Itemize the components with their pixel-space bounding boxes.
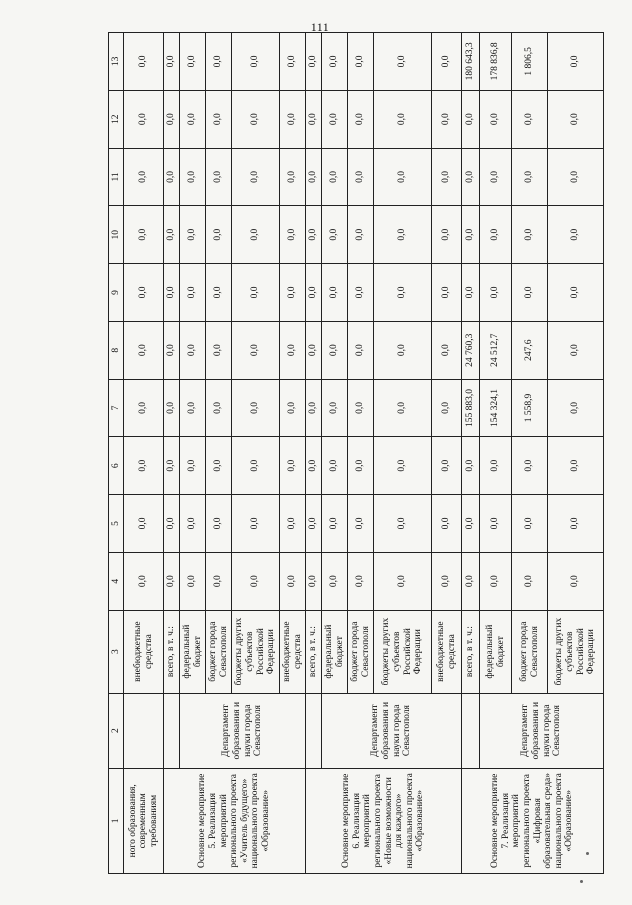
header-cell: 12 — [109, 90, 124, 148]
value-cell: 0,0 — [180, 495, 206, 553]
value-cell: 0,0 — [306, 90, 322, 148]
value-cell: 0,0 — [348, 206, 374, 264]
value-cell: 0,0 — [206, 495, 232, 553]
scan-speck — [580, 880, 583, 883]
value-cell: 0,0 — [124, 437, 164, 495]
table-row — [124, 33, 164, 874]
value-cell: 0,0 — [280, 495, 306, 553]
value-cell: 155 883,0 — [462, 379, 480, 437]
table-row — [306, 33, 322, 874]
value-cell: 0,0 — [548, 495, 604, 553]
value-cell: 0,0 — [374, 33, 432, 91]
value-cell: 0,0 — [512, 148, 548, 206]
value-cell: 0,0 — [348, 437, 374, 495]
source-cell: внебюджетные средства — [124, 610, 164, 693]
header-cell: 13 — [109, 33, 124, 91]
value-cell: 0,0 — [280, 33, 306, 91]
value-cell: 0,0 — [462, 552, 480, 610]
value-cell: 0,0 — [280, 264, 306, 322]
value-cell: 0,0 — [432, 379, 462, 437]
value-cell: 154 324,1 — [480, 379, 512, 437]
value-cell: 0,0 — [480, 264, 512, 322]
value-cell: 0,0 — [462, 264, 480, 322]
value-cell: 0,0 — [548, 437, 604, 495]
value-cell: 0,0 — [432, 495, 462, 553]
value-cell: 0,0 — [512, 90, 548, 148]
value-cell: 0,0 — [322, 437, 348, 495]
department-cell — [124, 693, 164, 768]
value-cell: 0,0 — [322, 90, 348, 148]
value-cell: 0,0 — [374, 379, 432, 437]
header-cell: 1 — [109, 768, 124, 873]
value-cell: 0,0 — [280, 90, 306, 148]
value-cell: 0,0 — [480, 90, 512, 148]
page-number: 111 — [310, 20, 330, 34]
value-cell: 0,0 — [124, 90, 164, 148]
source-cell: бюджет города Севастополя — [512, 610, 548, 693]
value-cell: 0,0 — [232, 321, 280, 379]
value-cell: 0,0 — [124, 552, 164, 610]
value-cell: 0,0 — [374, 552, 432, 610]
value-cell: 0,0 — [306, 321, 322, 379]
value-cell: 0,0 — [306, 33, 322, 91]
value-cell: 0,0 — [322, 321, 348, 379]
value-cell: 0,0 — [306, 437, 322, 495]
header-cell: 10 — [109, 206, 124, 264]
value-cell: 0,0 — [462, 148, 480, 206]
value-cell: 0,0 — [548, 379, 604, 437]
value-cell: 0,0 — [180, 379, 206, 437]
measure-cell: Основное мероприятие 6. Реализация мероприятий регионального проекта «Новые возможности для каждого» национального проекта «Образование» — [306, 768, 462, 873]
value-cell: 0,0 — [164, 321, 180, 379]
value-cell: 0,0 — [280, 437, 306, 495]
header-row — [109, 33, 124, 874]
department-cell: Департамент образования и науки города Севастополя — [480, 693, 604, 768]
scan-speck — [586, 852, 589, 855]
measure-cell: ного образования, современным требованиям — [124, 768, 164, 873]
value-cell: 0,0 — [462, 206, 480, 264]
value-cell: 0,0 — [432, 321, 462, 379]
header-cell: 3 — [109, 610, 124, 693]
value-cell: 0,0 — [322, 379, 348, 437]
value-cell: 0,0 — [348, 33, 374, 91]
value-cell: 0,0 — [348, 321, 374, 379]
measure-cell: Основное мероприятие 5. Реализация мероприятий регионального проекта «Учитель будущего» национального проекта «Образование» — [164, 768, 306, 873]
value-cell: 0,0 — [280, 379, 306, 437]
value-cell: 0,0 — [548, 321, 604, 379]
value-cell: 0,0 — [548, 552, 604, 610]
value-cell: 0,0 — [164, 148, 180, 206]
source-cell: внебюджетные средства — [432, 610, 462, 693]
value-cell: 0,0 — [280, 148, 306, 206]
value-cell: 0,0 — [164, 437, 180, 495]
value-cell: 0,0 — [322, 264, 348, 322]
value-cell: 0,0 — [512, 437, 548, 495]
value-cell: 24 760,3 — [462, 321, 480, 379]
value-cell: 0,0 — [232, 148, 280, 206]
source-cell: федеральный бюджет — [180, 610, 206, 693]
value-cell: 0,0 — [480, 437, 512, 495]
value-cell: 0,0 — [306, 148, 322, 206]
value-cell: 180 643,3 — [462, 33, 480, 91]
source-cell: бюджеты других субъектов Российской Федерации — [232, 610, 280, 693]
department-cell — [306, 693, 322, 768]
value-cell: 0,0 — [124, 495, 164, 553]
value-cell: 0,0 — [124, 264, 164, 322]
source-cell: бюджет города Севастополя — [206, 610, 232, 693]
value-cell: 0,0 — [124, 148, 164, 206]
value-cell: 0,0 — [348, 148, 374, 206]
value-cell: 0,0 — [180, 33, 206, 91]
value-cell: 0,0 — [432, 552, 462, 610]
value-cell: 247,6 — [512, 321, 548, 379]
department-cell — [462, 693, 480, 768]
value-cell: 0,0 — [512, 264, 548, 322]
value-cell: 0,0 — [322, 552, 348, 610]
header-cell: 11 — [109, 148, 124, 206]
department-cell — [164, 693, 180, 768]
value-cell: 0,0 — [280, 552, 306, 610]
value-cell: 0,0 — [548, 206, 604, 264]
source-cell: всего, в т. ч.: — [306, 610, 322, 693]
value-cell: 0,0 — [512, 552, 548, 610]
value-cell: 0,0 — [480, 495, 512, 553]
table-row — [180, 33, 206, 874]
value-cell: 0,0 — [432, 148, 462, 206]
value-cell: 0,0 — [322, 33, 348, 91]
value-cell: 0,0 — [232, 206, 280, 264]
value-cell: 0,0 — [180, 552, 206, 610]
value-cell: 24 512,7 — [480, 321, 512, 379]
header-cell: 6 — [109, 437, 124, 495]
value-cell: 0,0 — [348, 552, 374, 610]
value-cell: 0,0 — [432, 264, 462, 322]
value-cell: 0,0 — [348, 264, 374, 322]
value-cell: 0,0 — [206, 148, 232, 206]
value-cell: 0,0 — [232, 495, 280, 553]
value-cell: 0,0 — [480, 552, 512, 610]
value-cell: 0,0 — [432, 206, 462, 264]
value-cell: 0,0 — [306, 264, 322, 322]
value-cell: 0,0 — [432, 33, 462, 91]
value-cell: 0,0 — [480, 148, 512, 206]
value-cell: 0,0 — [462, 437, 480, 495]
table-row — [322, 33, 348, 874]
value-cell: 0,0 — [164, 495, 180, 553]
value-cell: 0,0 — [280, 206, 306, 264]
value-cell: 0,0 — [462, 90, 480, 148]
financing-table — [108, 32, 604, 874]
value-cell: 0,0 — [306, 206, 322, 264]
value-cell: 0,0 — [180, 437, 206, 495]
value-cell: 0,0 — [548, 33, 604, 91]
header-cell: 2 — [109, 693, 124, 768]
source-cell: всего, в т. ч.: — [164, 610, 180, 693]
value-cell: 0,0 — [232, 552, 280, 610]
source-cell: бюджеты других субъектов Российской Федерации — [548, 610, 604, 693]
source-cell: федеральный бюджет — [480, 610, 512, 693]
value-cell: 0,0 — [374, 495, 432, 553]
measure-cell: Основное мероприятие 7. Реализация мероприятий регионального проекта «Цифровая образовательная среда» национального проекта «Образование» — [462, 768, 604, 873]
header-cell: 8 — [109, 321, 124, 379]
value-cell: 0,0 — [206, 264, 232, 322]
value-cell: 0,0 — [322, 206, 348, 264]
value-cell: 178 836,8 — [480, 33, 512, 91]
value-cell: 0,0 — [164, 90, 180, 148]
value-cell: 0,0 — [548, 90, 604, 148]
value-cell: 0,0 — [206, 206, 232, 264]
value-cell: 0,0 — [280, 321, 306, 379]
value-cell: 0,0 — [512, 206, 548, 264]
source-cell: федеральный бюджет — [322, 610, 348, 693]
value-cell: 0,0 — [374, 148, 432, 206]
value-cell: 0,0 — [348, 379, 374, 437]
value-cell: 0,0 — [206, 379, 232, 437]
value-cell: 0,0 — [322, 495, 348, 553]
source-cell: бюджеты других субъектов Российской Федерации — [374, 610, 432, 693]
value-cell: 0,0 — [232, 437, 280, 495]
header-cell: 5 — [109, 495, 124, 553]
value-cell: 0,0 — [164, 552, 180, 610]
value-cell: 0,0 — [374, 264, 432, 322]
value-cell: 0,0 — [232, 90, 280, 148]
value-cell: 0,0 — [206, 321, 232, 379]
value-cell: 0,0 — [124, 379, 164, 437]
header-cell: 4 — [109, 552, 124, 610]
value-cell: 0,0 — [180, 264, 206, 322]
value-cell: 0,0 — [374, 321, 432, 379]
value-cell: 0,0 — [432, 90, 462, 148]
table-row — [164, 33, 180, 874]
header-cell: 9 — [109, 264, 124, 322]
value-cell: 0,0 — [206, 90, 232, 148]
value-cell: 0,0 — [180, 148, 206, 206]
value-cell: 0,0 — [306, 379, 322, 437]
value-cell: 0,0 — [124, 321, 164, 379]
value-cell: 0,0 — [164, 379, 180, 437]
value-cell: 0,0 — [306, 552, 322, 610]
value-cell: 0,0 — [548, 264, 604, 322]
value-cell: 0,0 — [180, 206, 206, 264]
value-cell: 0,0 — [164, 264, 180, 322]
value-cell: 0,0 — [322, 148, 348, 206]
value-cell: 0,0 — [348, 495, 374, 553]
value-cell: 0,0 — [232, 264, 280, 322]
value-cell: 0,0 — [124, 33, 164, 91]
value-cell: 0,0 — [480, 206, 512, 264]
value-cell: 0,0 — [124, 206, 164, 264]
value-cell: 0,0 — [462, 495, 480, 553]
value-cell: 0,0 — [512, 495, 548, 553]
value-cell: 0,0 — [348, 90, 374, 148]
header-cell: 7 — [109, 379, 124, 437]
value-cell: 0,0 — [232, 379, 280, 437]
value-cell: 0,0 — [164, 33, 180, 91]
rotated-table-container — [108, 32, 600, 874]
value-cell: 0,0 — [374, 437, 432, 495]
department-cell: Департамент образования и науки города Севастополя — [322, 693, 462, 768]
value-cell: 0,0 — [206, 33, 232, 91]
value-cell: 0,0 — [374, 90, 432, 148]
value-cell: 0,0 — [180, 321, 206, 379]
value-cell: 0,0 — [374, 206, 432, 264]
value-cell: 0,0 — [206, 437, 232, 495]
value-cell: 1 558,9 — [512, 379, 548, 437]
value-cell: 0,0 — [548, 148, 604, 206]
source-cell: бюджет города Севастополя — [348, 610, 374, 693]
source-cell: внебюджетные средства — [280, 610, 306, 693]
table-row — [480, 33, 512, 874]
source-cell: всего, в т. ч.: — [462, 610, 480, 693]
value-cell: 0,0 — [180, 90, 206, 148]
value-cell: 0,0 — [306, 495, 322, 553]
value-cell: 0,0 — [432, 437, 462, 495]
department-cell: Департамент образования и науки города Севастополя — [180, 693, 306, 768]
table-row — [462, 33, 480, 874]
value-cell: 0,0 — [232, 33, 280, 91]
value-cell: 0,0 — [206, 552, 232, 610]
value-cell: 1 806,5 — [512, 33, 548, 91]
value-cell: 0,0 — [164, 206, 180, 264]
